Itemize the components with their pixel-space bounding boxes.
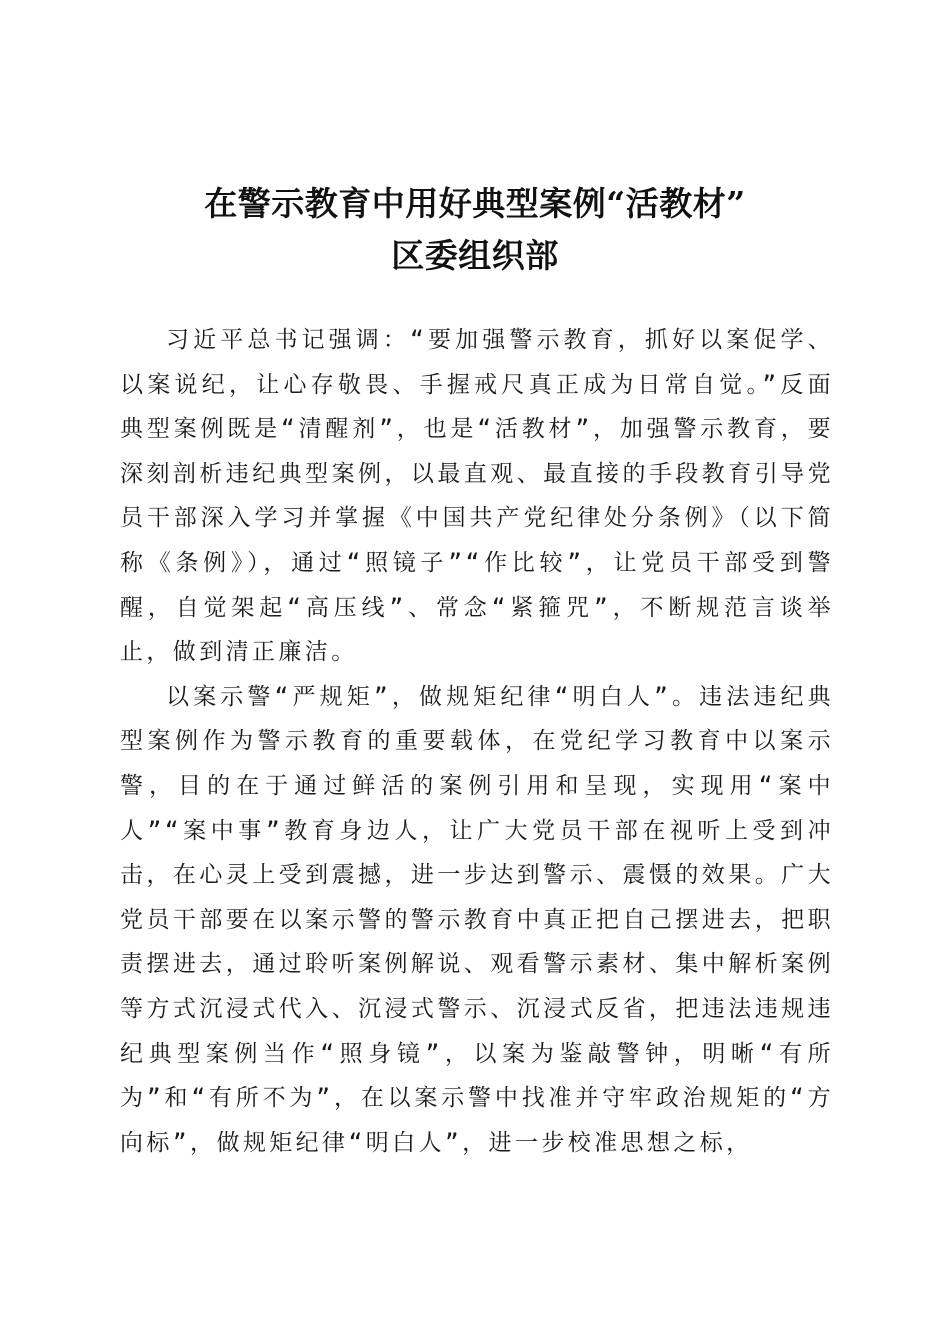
document-title: 在警示教育中用好典型案例“活教材” xyxy=(204,184,746,223)
body-paragraph-2: 以案示警“严规矩”，做规矩纪律“明白人”。违法违纪典型案例作为警示教育的重要载体，在党纪学习教育中以案示警，目的在于通过鲜活的案例引用和呈现，实现用“案中人”“案中事”教育身边人，让广大党员干部在视听上受到冲击，在心灵上受到震撼，进一步达到警示、震慑的效果。广大党员干部要在以案示警的警示教育中真正把自己摆进去，把职责摆进去，通过聆听案例解说、观看警示素材、集中解析案例等方式沉浸式代入、沉浸式警示、沉浸式反省，把违法违规违纪典型案例当作“照身镜”，以案为鉴敲警钟，明晰“有所为”和“有所不为”，在以案示警中找准并守牢政治规矩的“方向标”，做规矩纪律“明白人”，进一步校准思想之标， xyxy=(120,683,834,1156)
title-block xyxy=(0,178,950,282)
document-body xyxy=(120,318,834,1165)
body-paragraph-1: 习近平总书记强调：“要加强警示教育，抓好以案促学、以案说纪，让心存敬畏、手握戒尺真正成为日常自觉。”反面典型案例既是“清醒剂”，也是“活教材”，加强警示教育，要深刻剖析违纪典型案例，以最直观、最直接的手段教育引导党员干部深入学习并掌握《中国共产党纪律处分条例》（以下简称《条例》），通过“照镜子”“作比较”，让党员干部受到警醒，自觉架起“高压线”、常念“紧箍咒”，不断规范言谈举止，做到清正廉洁。 xyxy=(120,327,834,666)
document-organization: 区委组织部 xyxy=(391,236,559,275)
